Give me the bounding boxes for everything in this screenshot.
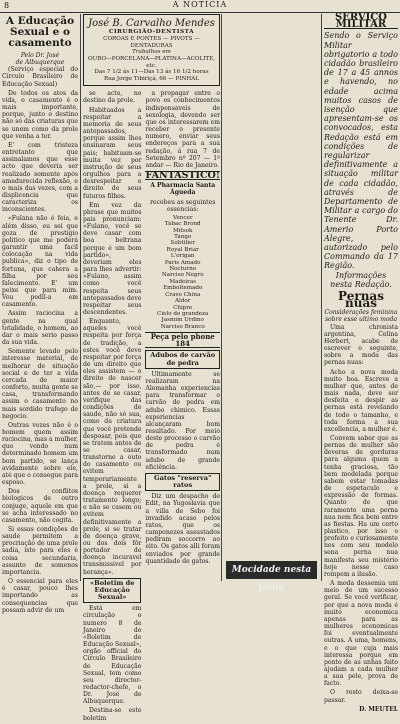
list-item: Nocturno bbox=[169, 266, 197, 273]
middle-columns bbox=[83, 14, 220, 722]
article-paragraph: Enquanto, aqueles você respeita por força de tradição, a estes você deve respeitar por força de um direito que eles assistem — o direito de nascer são,— por isso, antes de se casar, verifique das condições de saude, não só sua, como da criatura que você pretende desposar, pois que se tratem antes de se casar, transtorne a outo do casamento ou evitem temporariamente a prole, si a doença requerer tratamento longo; e não se casem ou evitem definitivamente a prole, si se tratar de doença grave, ou dos dois fôr portador de doença incuravel transmissivel por herança». bbox=[83, 318, 142, 576]
article-paragraph: Si essas condições de saude permitem a procriação de uma prole sadia, isto para eles é coisa secundaria, assunto de somenos importancia. bbox=[2, 526, 78, 576]
article-paragraph: De todos os atos da vida, o casamento é o mais importante, porque, junto o destino não só das criaturas que se unem como da prole que venha a ter. bbox=[2, 89, 78, 140]
list-item: L'origan bbox=[170, 253, 195, 260]
mocidade-banner: Mocidade nesta folha bbox=[226, 561, 317, 579]
list-item: Tango bbox=[174, 234, 192, 241]
article-paragraph: O resto deixa-se passar. bbox=[324, 689, 398, 704]
column-rule bbox=[80, 14, 81, 581]
dentist-ad bbox=[83, 14, 220, 86]
article-paragraph: Está em circulação o numero 8 de Janeiro do «Boletim de Educação Sexual», orgão official do Círculo Brasileiro de Educação Sexual, tem como seu director-redactor-chefe, o Dr. José de Albuquerque. bbox=[83, 605, 142, 706]
byline-name: de Albuquerque bbox=[15, 59, 65, 67]
page-number: 8 bbox=[4, 1, 10, 10]
list-item: Subtilier bbox=[170, 240, 196, 247]
article-paragraph: (Serviço especial do Círculo Brasileiro de Educação Sexual) bbox=[2, 66, 78, 88]
left-subcolumn bbox=[83, 90, 141, 723]
list-item: Cravo China bbox=[165, 291, 201, 298]
ad-line: Trabalhos em bbox=[132, 49, 171, 56]
article-paragraph: O essencial para eles é casar, pouco lhes importando as consequencias que possam advir de um bbox=[2, 578, 78, 614]
pharmacy-intro: recebeu as seguintes essencias: bbox=[150, 198, 216, 213]
column-rule bbox=[221, 14, 222, 581]
article-paragraph: Dos conflitos biologicos de outro conjuge, aquele em que se acha interessado no casamento, não cogita. bbox=[2, 488, 78, 524]
list-item: Narciso Branco bbox=[160, 323, 205, 330]
article-paragraph: se acto, no destino da prole. bbox=[83, 90, 142, 105]
newspaper-title: A NOTÍCIA bbox=[172, 0, 228, 9]
list-item: Vencer bbox=[172, 214, 193, 221]
list-item: Mitsok bbox=[173, 227, 193, 234]
article-educacao-sexual bbox=[2, 14, 78, 614]
essences-list bbox=[145, 215, 220, 330]
author-signature: D. MEUTEL bbox=[359, 705, 398, 713]
list-item: Paris Amado bbox=[164, 259, 201, 266]
list-item: Emboltemado bbox=[163, 285, 203, 292]
article-paragraph: Uma chronista argentina, Celina Herbert, acabe de escrever o seguinte, sobre a moda das pernas nuas: bbox=[324, 323, 398, 367]
pernas-nuas-subtitle: Considerações feminina sobre esse ultimo moda bbox=[324, 309, 398, 324]
ad-name: José B. Carvalho Mendes bbox=[88, 18, 215, 29]
ad-line: Rua Jorge Tibiriçá, 66 — PINHAL bbox=[103, 75, 200, 82]
article-paragraph: Ultimamente se realizaram na Alemanha experiencias para transformar o carvão de pedra em adubo chimico. Essas experiencias alcançaram bom resultado. Por meio deste processo o carvão de pedra é transformado num adubo de grande eficiência. bbox=[145, 370, 220, 471]
gatos-headline: Gatos "reserva" ratos bbox=[145, 473, 220, 491]
byline-prefix: Pelo Dr. José bbox=[20, 52, 60, 59]
ad-line: OURO—PORCELANA—PLATINA—ACOLITE, etc. bbox=[88, 55, 216, 69]
servico-militar-headline: SERVIÇO MILITAR bbox=[324, 14, 398, 29]
article-paragraph: Outras vezes não é o homem quem assim raciocina, mas a mulher, que vendo num determinado homem um bom partido, se lança avidamente sobre ele, até que o consegue para esposo. bbox=[2, 421, 78, 487]
ad-title: CIRURGIÃO-DENTISTA bbox=[108, 29, 195, 35]
ad-line: Das 7 1/2 ás 11—Das 13 ás 16 1/2 horas bbox=[94, 69, 209, 76]
servico-militar-info: Informações nesta Redação. bbox=[330, 270, 392, 289]
column-rule bbox=[321, 14, 322, 581]
adubos-headline: Adubos de carvão de pedra bbox=[145, 350, 220, 368]
right-column bbox=[324, 12, 398, 713]
pharmacy-name: A Pharmacia Santa Águeda bbox=[150, 182, 216, 197]
fantastico-heading: FANTASTICO! bbox=[145, 170, 220, 182]
article-paragraph: Diz um despacho de Edit, na Yugoslavia que a villa de Sebo foi invadido acaso pelos ratos, que os camponezes assustados pediram soccorro ao eito. Os gatos alli foram enviados por grande quantidade de gatos. bbox=[145, 493, 220, 565]
two-column-block bbox=[83, 90, 220, 723]
article-paragraph: a propagar entre o povo os conhecimentos indispensaveis de sexologia, devendo ser que os interessarem em receber o presente numero, enviar seus endereços para a sua redação, á rua 7 de Setembro nº 207 — 1º andar — Rio de Janeiro. bbox=[145, 90, 220, 169]
list-item: Tabac Brond bbox=[164, 221, 201, 228]
pharmacy-phone: Peça pelo phone 184 bbox=[145, 332, 220, 348]
article-paragraph: Assim raciocina a gente na qual totalidade, o homem, ao dar o mais serio passo da sua vida. bbox=[2, 310, 78, 347]
article-paragraph: Destina-se este boletim bbox=[83, 707, 142, 722]
servico-militar-notice: Sendo o Serviço Militar obrigatorio a todo cidadão brasileiro de 17 a 45 annos e havendo, no edade acima muitos casos de isenção que apresentam-se os convocados, esta Redação está em condições de regularizar definitivamente a situação militar de cada cidadão, através de Departamento de Militar a cargo do Tenente Dr. Amerio Porto Alegre, autorizado pelo Commando da 17 Região. bbox=[324, 31, 398, 271]
list-item: Royal Briar bbox=[166, 246, 199, 253]
article-paragraph: Em vez da phrase que muitos pais pronunciam: «Fulano, você se deve casar com boa beltrana porque é um bom partido», deveriam eles para lhes advertir: «Fulano, assim como você respeita seus antepassados deve respeitar seus descendentes. bbox=[83, 201, 142, 316]
list-item: Narciso Negro bbox=[161, 272, 204, 279]
list-item: Chipre bbox=[173, 304, 193, 311]
list-item: Madeiras bbox=[169, 278, 197, 285]
article-paragraph: Somente levado pelo interesse material, de melhorar de situação social e de ter a vida cercada de maior conforto, muita gente se casa, transformando assim o casamento no mais sordido trafego de negocio. bbox=[2, 348, 78, 420]
article-paragraph: E' com tristeza entretanto que assinalamos que esse acto que deveria ser realizado somente após amadurecida reflexão, e o mais das vezes, com a displicencia que caracteriza os inconscientes. bbox=[2, 141, 78, 214]
list-item: Aldor bbox=[175, 298, 191, 305]
list-item: Cielo de grandeza bbox=[157, 310, 209, 317]
ad-line: COROAS E PONTES — PIVOTS — DENTADURAS bbox=[103, 36, 200, 49]
pernas-nuas-headline: Pernas nuas bbox=[338, 289, 384, 311]
article-paragraph: A moda dessemia uni meio de um sucesso geral. Se você verificar, por que a nova moda é muito economica apenas para as mulheres economicas foi eventualmente outras. A uma, homens, e o que cuja mais interessa porque em ponto de as unhas feito ajudam a cada mulher a sua pele, prova de facto. bbox=[324, 580, 398, 688]
boletim-headline: «Boletim de Educação Sexual» bbox=[83, 578, 141, 603]
list-item: Jasmim Urdino bbox=[161, 317, 204, 324]
article-headline: A Educação Sexual e o casamento bbox=[5, 15, 75, 49]
article-paragraph: «Fulana não é feia, e além disso, eu sei que goza de prestigio politico que me poderá garantir uma facil colocação na vida publica», diz o tipo de fortuna, que cahera a filha por seu falecimento. E' um peixe que para mim. Vou pedil-a em casamento. bbox=[2, 215, 78, 309]
article-paragraph: Convem saber que as pernas de mulher são deveras de gorduras para alguma quem a tenha graciosa, tão bem modelada porque sabem estar tomadas de espetaculo e expressão de formas. Quanto de que raramente uma perna nua nem fica bem entre as fiestas. Ha um certo plastico, por isso o prefeito e curiosamente nos com seu modelo sena perna nua manifesta seu mistério hoje nesse caso rompem a ilusão. bbox=[324, 434, 398, 578]
article-paragraph: Habituados a respeitar a memoria de seus antepassados, porque assim lhes ensinaram seus pais; habituam-se muita vez por instrução de seus orgulhos para a desrespeitar o direito de seus futuros filhos. bbox=[83, 106, 142, 200]
article-paragraph: Acho a nova moda muito boa. Escreve a mulher que, antes de mais nada, deve ser desfeita e despir as pernas está revelando de todo o tamanho, e toda forma a sua excellencia, a mulher é. bbox=[324, 368, 398, 433]
right-subcolumn bbox=[145, 90, 220, 723]
